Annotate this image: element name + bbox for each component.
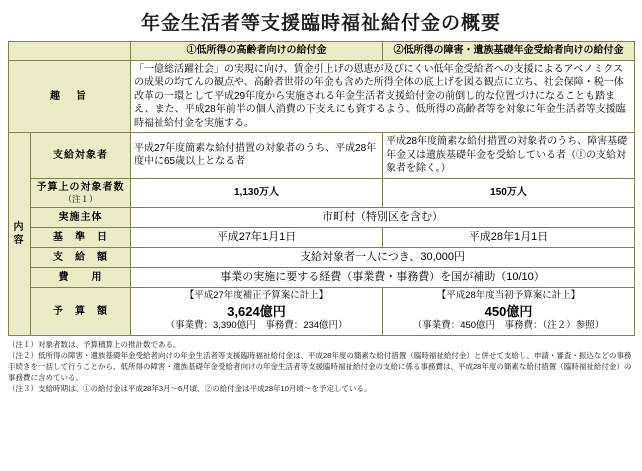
footnotes xyxy=(8,340,634,394)
content-label-text: 内 容 xyxy=(13,221,38,246)
page-title: 年金生活者等支援臨時福祉給付金の概要 xyxy=(140,13,501,34)
row-label-base-date: 基 準 日 xyxy=(31,228,131,248)
row-label-target: 支給対象者 xyxy=(31,133,131,179)
header-blank-cell xyxy=(9,42,131,61)
row-label-budget: 予 算 額 xyxy=(31,287,131,335)
budget-col1-amount: 3,624億円 xyxy=(227,303,286,319)
cost-value: 事業の実施に要する経費（事業費・事務費）を国が補助（10/10） xyxy=(131,268,635,288)
summary-table xyxy=(8,41,635,336)
base-date-col1: 平成27年1月1日 xyxy=(131,228,383,248)
header-col1: ①低所得の高齢者向けの給付金 xyxy=(131,42,383,61)
budget-col2-head: 【平成28年度当初予算案に計上】 xyxy=(436,289,581,301)
estimated-label-text: 予算上の対象者数 xyxy=(36,181,125,193)
budget-col1 xyxy=(131,287,383,335)
target-col2: 平成28年度簡素な給付措置の対象者のうち、障害基礎年金又は遺族基礎年金を受給している者（①の支給対象者を除く。） xyxy=(383,133,635,179)
row-label-cost: 費 用 xyxy=(31,268,131,288)
row-label-content xyxy=(9,133,38,336)
row-label-estimated xyxy=(31,178,131,208)
footnote-1: （注１）対象者数は、予算積算上の推計数である。 xyxy=(8,340,181,350)
table-row-cost xyxy=(9,268,635,288)
footnote-3: （注３）支給時期は、①の給付金は平成28年3月～6月頃、②の給付金は平成28年10月頃～を予定している。 xyxy=(8,383,372,393)
table-row-amount xyxy=(9,248,635,268)
row-label-purpose: 趣 旨 xyxy=(9,60,131,133)
target-col1: 平成27年度簡素な給付措置の対象者のうち、平成28年度中に65歳以上となる者 xyxy=(131,133,383,179)
header-col2: ②低所得の障害・遺族基礎年金受給者向けの給付金 xyxy=(383,42,635,61)
base-date-col2: 平成28年1月1日 xyxy=(383,228,635,248)
table-row-implementer xyxy=(9,208,635,228)
budget-col2-detail: （事業費：450億円 事務費：（注２）参照） xyxy=(412,320,605,332)
estimated-col1: 1,130万人 xyxy=(131,178,383,208)
table-header-row xyxy=(9,42,635,61)
table-row-target xyxy=(9,133,635,179)
row-label-implementer: 実施主体 xyxy=(31,208,131,228)
budget-col1-head: 【平成27年度補正予算案に計上】 xyxy=(184,289,329,301)
budget-col2-amount: 450億円 xyxy=(484,303,533,319)
table-row-base-date xyxy=(9,228,635,248)
estimated-label-note: （注１） xyxy=(63,194,98,204)
purpose-text: 「一億総活躍社会」の実現に向け、賃金引上げの恩恵が及びにくい低年金受給者への支援によるアベノミクスの成果の均てんの観点や、高齢者世帯の年金も含めた所得全体の底上げを図る観点に立ち、社会保障・税一体改革の一環として平成29年度から実施される年金生活者支援給付金の前倒し的な位置づけになることも踏まえ、また、平成28年前半の個人消費の下支えにも資するよう、低所得の高齢者等を対象に年金生活者等支援臨時福祉給付金を実施する。 xyxy=(131,60,635,133)
table-row-estimated xyxy=(9,178,635,208)
row-label-amount: 支 給 額 xyxy=(31,248,131,268)
footnote-2: （注２）低所得の障害・遺族基礎年金受給者向けの年金生活者等支援臨時福祉給付金は、平成28年度の簡素な給付措置（臨時福祉給付金）と併せて支給し、申請・審査・振込などの事務手続きを一括して行うことから、低所得の障害・遺族基礎年金受給者向けの年金生活者等支援臨時福祉給付金の支給に係る事務費は、平成28年度の簡素な給付措置（臨時福祉給付金）の事務費に含めている。 xyxy=(8,350,632,382)
estimated-col2: 150万人 xyxy=(383,178,635,208)
amount-value: 支給対象者一人につき、30,000円 xyxy=(131,248,635,268)
table-row-budget xyxy=(9,287,635,335)
table-row-purpose xyxy=(9,60,635,133)
budget-col2 xyxy=(383,287,635,335)
implementer-value: 市町村（特別区を含む） xyxy=(131,208,635,228)
budget-col1-detail: （事業費：3,390億円 事務費：234億円） xyxy=(165,320,348,332)
